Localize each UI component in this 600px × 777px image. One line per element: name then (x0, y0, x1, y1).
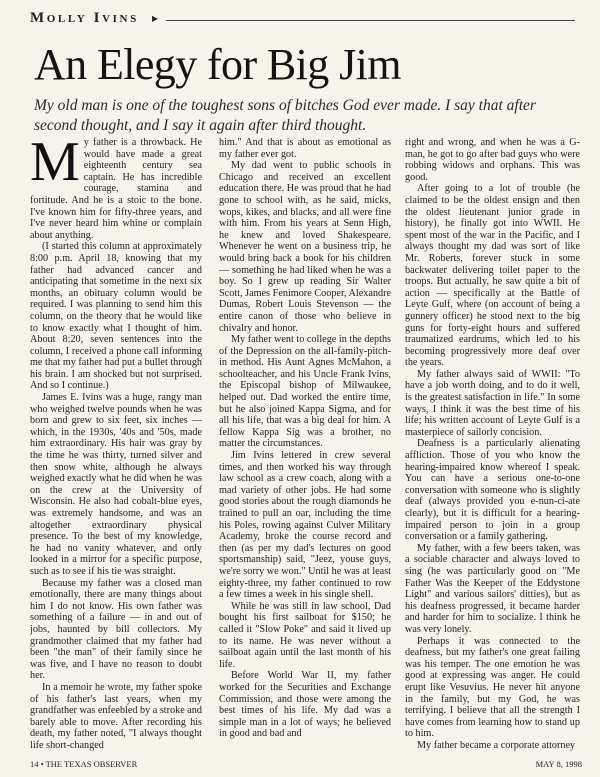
text-column-2 (219, 137, 391, 756)
paragraph: My father became a corporate attorney (417, 739, 576, 751)
article-deck: My old man is one of the toughest sons of bitches God ever made. I say that after second thought, and I say it again after third thought. (34, 97, 536, 134)
paragraph: My father, with a few beers taken, was a sociable character and always loved to sing (he was particularly good on "Me Father Was the Keeper of the Eddystone Light" and various sailors' ditties), but as his deafness progressed, it became harder and harder for him to socialize. I think he was very lonely. (405, 542, 580, 635)
paragraph: (I started this column at approximately 8:00 p.m. April 18, knowing that my father had advanced cancer and anticipating that sometime in the next six months, an obituary column would be required. I was planning to send him this column, on the theory that he would like to know exactly what I thought of him. About 8:20, seven sentences into the column, I received a phone call informing me that my father had put a bullet through his brain. I am shocked but not surprised. And so I continue.) (30, 241, 202, 392)
paragraph: right and wrong, and when he was a G-man, he got to go after bad guys who were robbing widows and orphans. This was good. (405, 137, 580, 183)
article-title: An Elegy for Big Jim (34, 40, 401, 89)
footer-folio: 14 • THE TEXAS OBSERVER (30, 759, 138, 769)
paragraph: Deafness is a particularly alienating affliction. Those of you who know the hearing-impaired know whereof I speak. You can have a serious one-to-one conversation with someone who is slightly deaf (always provided you e-nun-ci-ate clearly), but it is difficult for a hearing-impaired person to join in a group conversation or a family gathering. (405, 438, 580, 543)
footer-date: MAY 8, 1998 (535, 759, 582, 769)
paragraph: him." And that is about as emotional as my father ever got. (219, 137, 391, 160)
paragraph: My dad went to public schools in Chicago and received an excellent education there. He was proud that he had gone to school with, as he said, micks, wops, kikes, and blacks, and all were fine with him. From his years at Senn High, he knew and loved Shakespeare. Whenever he went on a business trip, he would bring back a book for his children — something he had liked when he was a boy. So I grew up reading Sir Walter Scott, James Fenimore Cooper, Alexandre Dumas, Robert Louis Stevenson — the entire canon of those who believe in chivalry and honor. (219, 160, 391, 334)
paragraph: While he was still in law school, Dad bought his first sailboat for $150; he called it "Slow Poke" and said it lived up to its name. He was never without a sailboat again until the last month of his life. (219, 600, 391, 670)
header-rule (166, 20, 575, 21)
paragraph: In a memoir he wrote, my father spoke of his father's last years, when my grandfather was enfeebled by a stroke and barely able to move. After recording his death, my father noted, "I always thought life short-changed (30, 681, 202, 751)
paragraph: Because my father was a closed man emotionally, there are many things about him I do not know. His own father was something of a failure — in and out of jobs, haunted by bill collectors. My grandmother claimed that my father had been "the man" of their family since he was five, and I have no reason to doubt her. (30, 577, 202, 682)
text-column-3 (405, 137, 580, 756)
paragraph: Perhaps it was connected to the deafness, but my father's one great failing was his temper. The one emotion he was good at expressing was anger. He could erupt like Vesuvius. He never hit anyone in the family, but my God, he was terrifying. I believe that all the strength I have comes from learning how to stand up to him. (405, 635, 580, 740)
paragraph: James E. Ivins was a huge, rangy man who weighed twelve pounds when he was born and grew to six feet, six inches — which, in the 1930s, '40s and '50s, made him extraordinary. His hair was gray by the time he was thirty, turned silver and then snow white, although he always weighed exactly what he did when he was on the crew at the University of Wisconsin. He also had cobalt-blue eyes, was extremely handsome, and was an altogether extraordinary physical presence. To the best of my knowledge, he had no vanity whatever, and only looked in a mirror for a specific purpose, such as to see if his tie was straight. (30, 392, 202, 577)
column-author: Molly Ivins (30, 10, 139, 26)
page-footer (30, 759, 582, 773)
paragraph: After going to a lot of trouble (he claimed to be the oldest ensign and then the oldest lieutenant junior grade in history), he finally got into WWII. He spent most of the war in the Pacific, and I always thought my dad was sort of like Mr. Roberts, forever stuck in some backwater delivering toilet paper to the troops. But actually, he saw quite a bit of action — specifically at the Battle of Leyte Gulf, where (on account of being a gunnery officer) he stood next to the big guns for forty-eight hours and suffered traumatized eardrums, which led to his becoming progressively more deaf over the years. (405, 183, 580, 369)
text-column-1 (30, 137, 202, 756)
header-arrow-icon: ▸ (152, 11, 159, 25)
drop-cap: M (30, 137, 80, 193)
paragraph: My father is a throwback. He would have made a great eighteenth century sea captain. He has incredible courage, stamina and fortitude. And he is a stoic to the bone. I've known him for fifty-three years, and I've never heard him whine or complain about anything. (30, 137, 202, 241)
paragraph: Before World War II, my father worked for the Securities and Exchange Commission, and those were among the best times of his life. My dad was a simple man in a lot of ways; he believed in good and bad and (219, 670, 391, 740)
paragraph: My father always said of WWII: "To have a job worth doing, and to do it well, is the greatest satisfaction in life." In some ways, I think it was the best time of his life; his written account of Leyte Gulf is a masterpiece of sailorly concision. (405, 368, 580, 438)
paragraph: My father went to college in the depths of the Depression on the all-family-pitch-in method. His Aunt Agnes McMahon, a schoolteacher, and his Uncle Frank Ivins, the Episcopal bishop of Milwaukee, helped out. Dad worked the entire time, but he also joined Kappa Sigma, and for all his life, that was a big deal for him. A fellow Kappa Sig was a brother, no matter the circumstances. (219, 334, 391, 450)
running-header (30, 8, 575, 30)
paragraph: Jim Ivins lettered in crew several times, and then worked his way through law school as a crew coach, along with a mad variety of other jobs. He had some good stories about the rough diamonds he trained to pull an oar, including the time his Poles, rowing against Culver Military Academy, broke the course record and then (as per my dad's lectures on good sportsmanship) said, "Jeez, youse guys, we're sorry we won." Until he was at least eighty-three, my father continued to row a few times a week in his single shell. (219, 450, 391, 601)
